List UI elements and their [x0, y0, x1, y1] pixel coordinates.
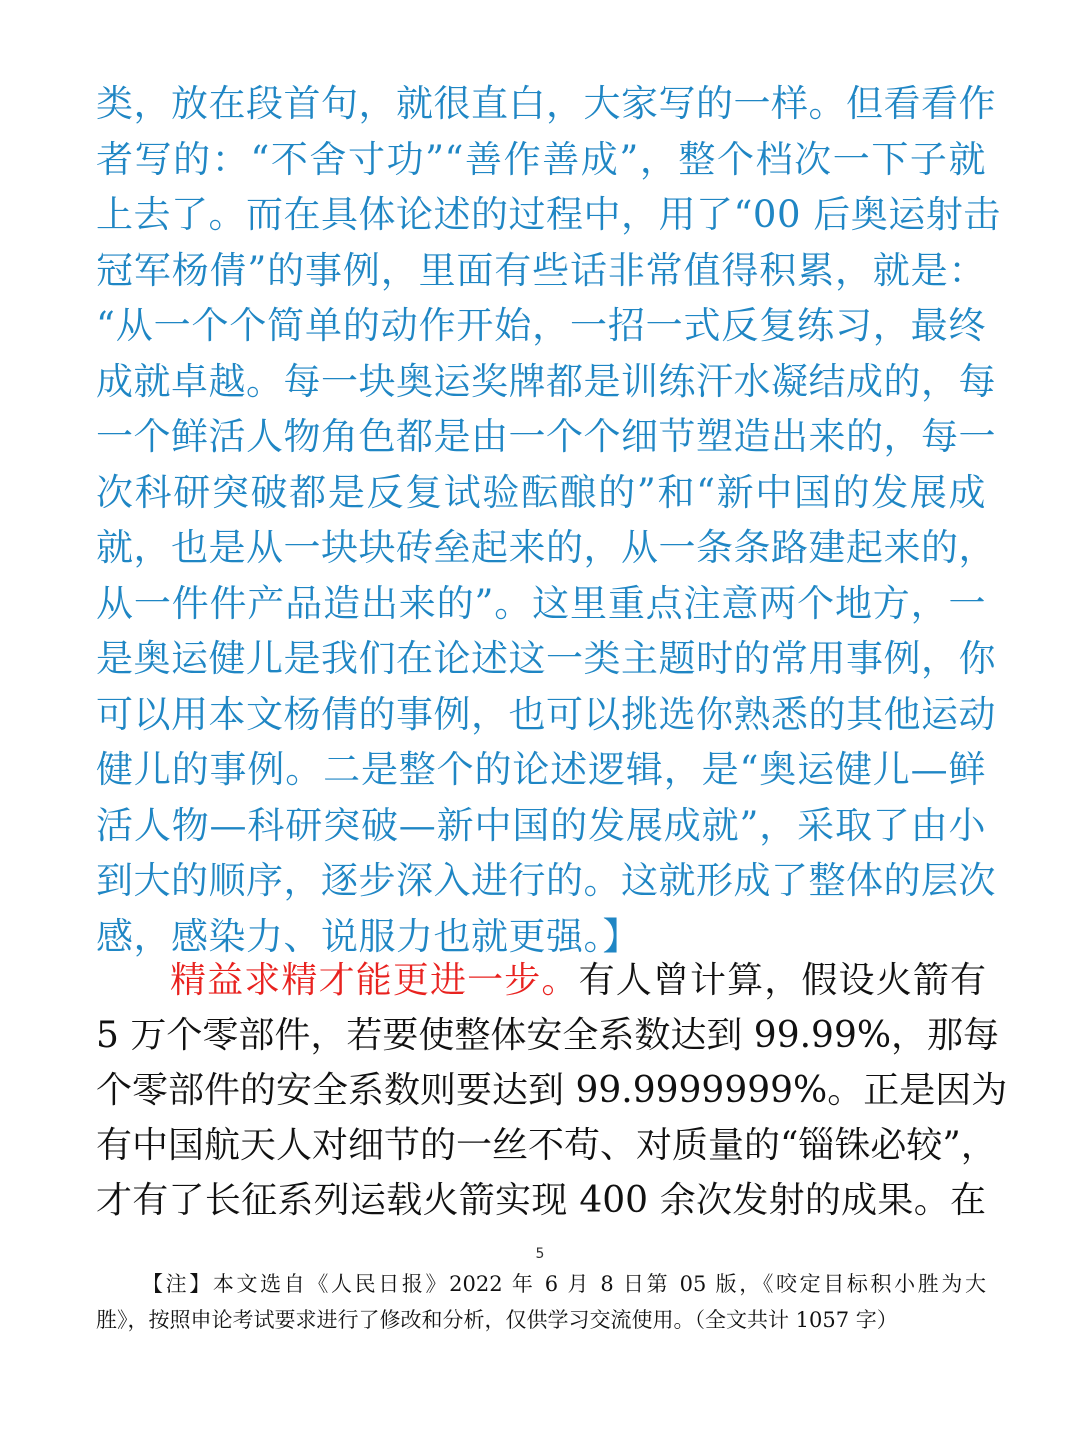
analysis-line: “从一个个简单的动作开始，一招一式反复练习，最终 [96, 304, 986, 347]
analysis-line: 冠军杨倩”的事例，里面有些话非常值得积累，就是： [96, 248, 986, 292]
analysis-line: 成就卓越。每一块奥运奖牌都是训练汗水凝结成的，每 [96, 359, 996, 403]
analysis-line: 健儿的事例。二是整个的论述逻辑，是“奥运健儿—鲜 [96, 748, 986, 791]
analysis-line: 者写的：“不舍寸功”“善作善成”，整个档次一下子就 [96, 137, 986, 181]
analysis-paragraph [96, 76, 1001, 964]
analysis-line: 就，也是从一块块砖垒起来的，从一条条路建起来的， [96, 526, 996, 569]
analysis-line: 感，感染力、说服力也就更强。】 [96, 914, 640, 958]
analysis-line: 活人物—科研突破—新中国的发展成就”，采取了由小 [96, 803, 986, 847]
analysis-line: 次科研突破都是反复试验酝酿的”和“新中国的发展成 [96, 470, 986, 514]
body-line: 才有了长征系列运载火箭实现 400 余次发射的成果。在 [96, 1180, 986, 1221]
footnote-line: 胜》，按照申论考试要求进行了修改和分析，仅供学习交流使用。（全文共计 1057 字） [96, 1308, 898, 1332]
analysis-line: 是奥运健儿是我们在论述这一类主题时的常用事例，你 [96, 637, 996, 680]
body-first-line [96, 953, 986, 1008]
analysis-line: 到大的顺序，逐步深入进行的。这就形成了整体的层次 [96, 859, 996, 902]
body-paragraph [96, 953, 1008, 1228]
analysis-line: 从一件件产品造出来的”。这里重点注意两个地方，一 [96, 581, 986, 625]
body-line: 有中国航天人对细节的一丝不苟、对质量的“锱铢必较”， [96, 1125, 997, 1166]
footnote [96, 1266, 986, 1338]
analysis-line: 类，放在段首句，就很直白，大家写的一样。但看看作 [96, 82, 996, 125]
analysis-line: 可以用本文杨倩的事例，也可以挑选你熟悉的其他运动 [96, 692, 996, 736]
body-line: 5 万个零部件，若要使整体安全系数达到 99.99%，那每 [96, 1015, 1000, 1056]
page-number: 5 [535, 1246, 545, 1262]
analysis-line: 一个鲜活人物角色都是由一个个细节塑造出来的，每一 [96, 415, 996, 458]
body-first-line-text: 有人曾计算，假设火箭有 [578, 960, 986, 1001]
analysis-line: 上去了。而在具体论述的过程中，用了“00 后奥运射击 [96, 193, 1001, 236]
body-line: 个零部件的安全系数则要达到 99.9999999%。正是因为 [96, 1070, 1008, 1111]
section-heading: 精益求精才能更进一步。 [170, 960, 579, 1001]
footnote-line: 【注】本文选自《人民日报》2022 年 6 月 8 日第 05 版，《咬定目标积小胜为大 [142, 1272, 986, 1296]
